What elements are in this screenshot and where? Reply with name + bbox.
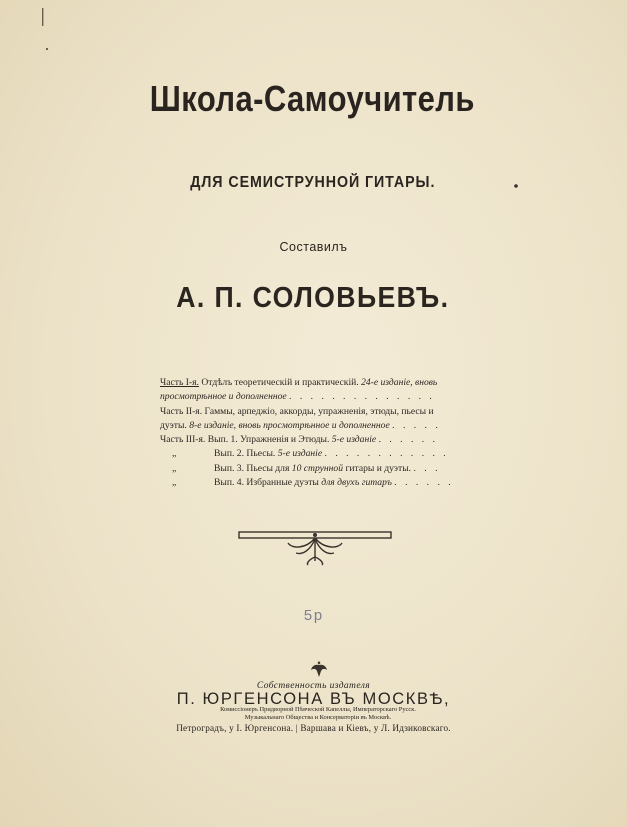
part-2-text-cont: дуэты. — [160, 419, 187, 431]
issue-1-num: Вып. 1. — [207, 434, 238, 446]
contents-part-2-cont — [160, 419, 460, 433]
supplier-line: Комиссіонеръ Придворной Пѣвческой Капеллы, Императорскаго Русск. Музыкальнаго Общества и Консерваторіи въ Москвѣ. — [220, 706, 416, 721]
issue-4-num: Вып. 4. — [214, 477, 244, 489]
price-mark: 5р — [303, 608, 324, 625]
contents-list — [160, 376, 460, 490]
issue-3-edition: 10 струнной — [291, 462, 344, 474]
issue-3-dots: . . . — [413, 462, 441, 474]
issue-2-dots: . . . . . . . . . . . . — [324, 448, 449, 460]
ditto-mark: „ — [172, 462, 177, 474]
issue-2-text: Пьесы. — [246, 448, 276, 460]
contents-part-3-issue-2 — [160, 447, 460, 461]
contents-part-3-issue-3 — [160, 462, 460, 476]
issue-4-dots: . . . . . . — [394, 477, 454, 489]
contents-part-1-cont — [160, 390, 460, 404]
author-name: А. П. СОЛОВЬЕВЪ. — [176, 282, 450, 314]
part-1-edition-cont: просмотрѣнное и дополненное — [160, 391, 287, 403]
compiled-by-label: Составилъ — [279, 240, 348, 254]
issue-3-text2: гитары и дуэты. — [345, 462, 412, 474]
branches-line: Петроградъ, у І. Юргенсона. | Варшава и Кіевъ, у Л. Идзиковскаго. — [176, 723, 451, 733]
decorative-divider-icon — [236, 527, 394, 567]
part-1-label: Часть I-я. — [160, 377, 199, 388]
imperial-eagle-icon — [310, 659, 328, 679]
part-1-edition: 24-е изданіе, вновь — [361, 377, 438, 388]
part-1-text: Отдѣлъ теоретическій и практическій. — [201, 377, 359, 388]
issue-3-num: Вып. 3. — [214, 462, 244, 474]
contents-part-1 — [160, 376, 460, 390]
contents-part-3-issue-4 — [160, 476, 460, 490]
book-title: Школа-Самоучитель — [149, 78, 475, 119]
issue-2-num: Вып. 2. — [214, 448, 244, 460]
ditto-mark: „ — [172, 477, 177, 489]
issue-4-text: Избранные дуэты — [246, 477, 319, 489]
part-3-label: Часть III-я. — [160, 434, 206, 446]
contents-part-2 — [160, 405, 460, 419]
property-line: Собственность издателя — [256, 681, 371, 691]
part-2-edition: 8-е изданіе, вновь просмотрѣнное и дополненное — [189, 419, 390, 431]
part-2-label: Часть II-я. — [160, 405, 203, 417]
issue-4-edition: для двухъ гитаръ — [321, 477, 392, 489]
ink-spot — [513, 183, 519, 189]
issue-1-text: Упражненія и Этюды. — [240, 434, 330, 446]
part-2-text: Гаммы, арпеджіо, аккорды, упражненія, этюды, пьесы и — [204, 405, 434, 417]
issue-1-edition: 5-е изданіе — [331, 434, 377, 446]
book-subtitle: ДЛЯ СЕМИСТРУННОЙ ГИТАРЫ. — [190, 174, 436, 191]
issue-1-dots: . . . . . . — [378, 434, 438, 446]
paper-mark — [40, 8, 52, 52]
contents-part-3-issue-1 — [160, 433, 460, 447]
publisher-name: П. ЮРГЕНСОНА ВЪ МОСКВѢ, — [176, 690, 451, 708]
ditto-mark: „ — [172, 448, 177, 460]
issue-2-edition: 5-е изданіе — [277, 448, 323, 460]
issue-3-text: Пьесы для — [246, 462, 290, 474]
part-2-dots: . . . . . — [392, 419, 441, 431]
part-1-dots: . . . . . . . . . . . . . . — [289, 391, 435, 403]
